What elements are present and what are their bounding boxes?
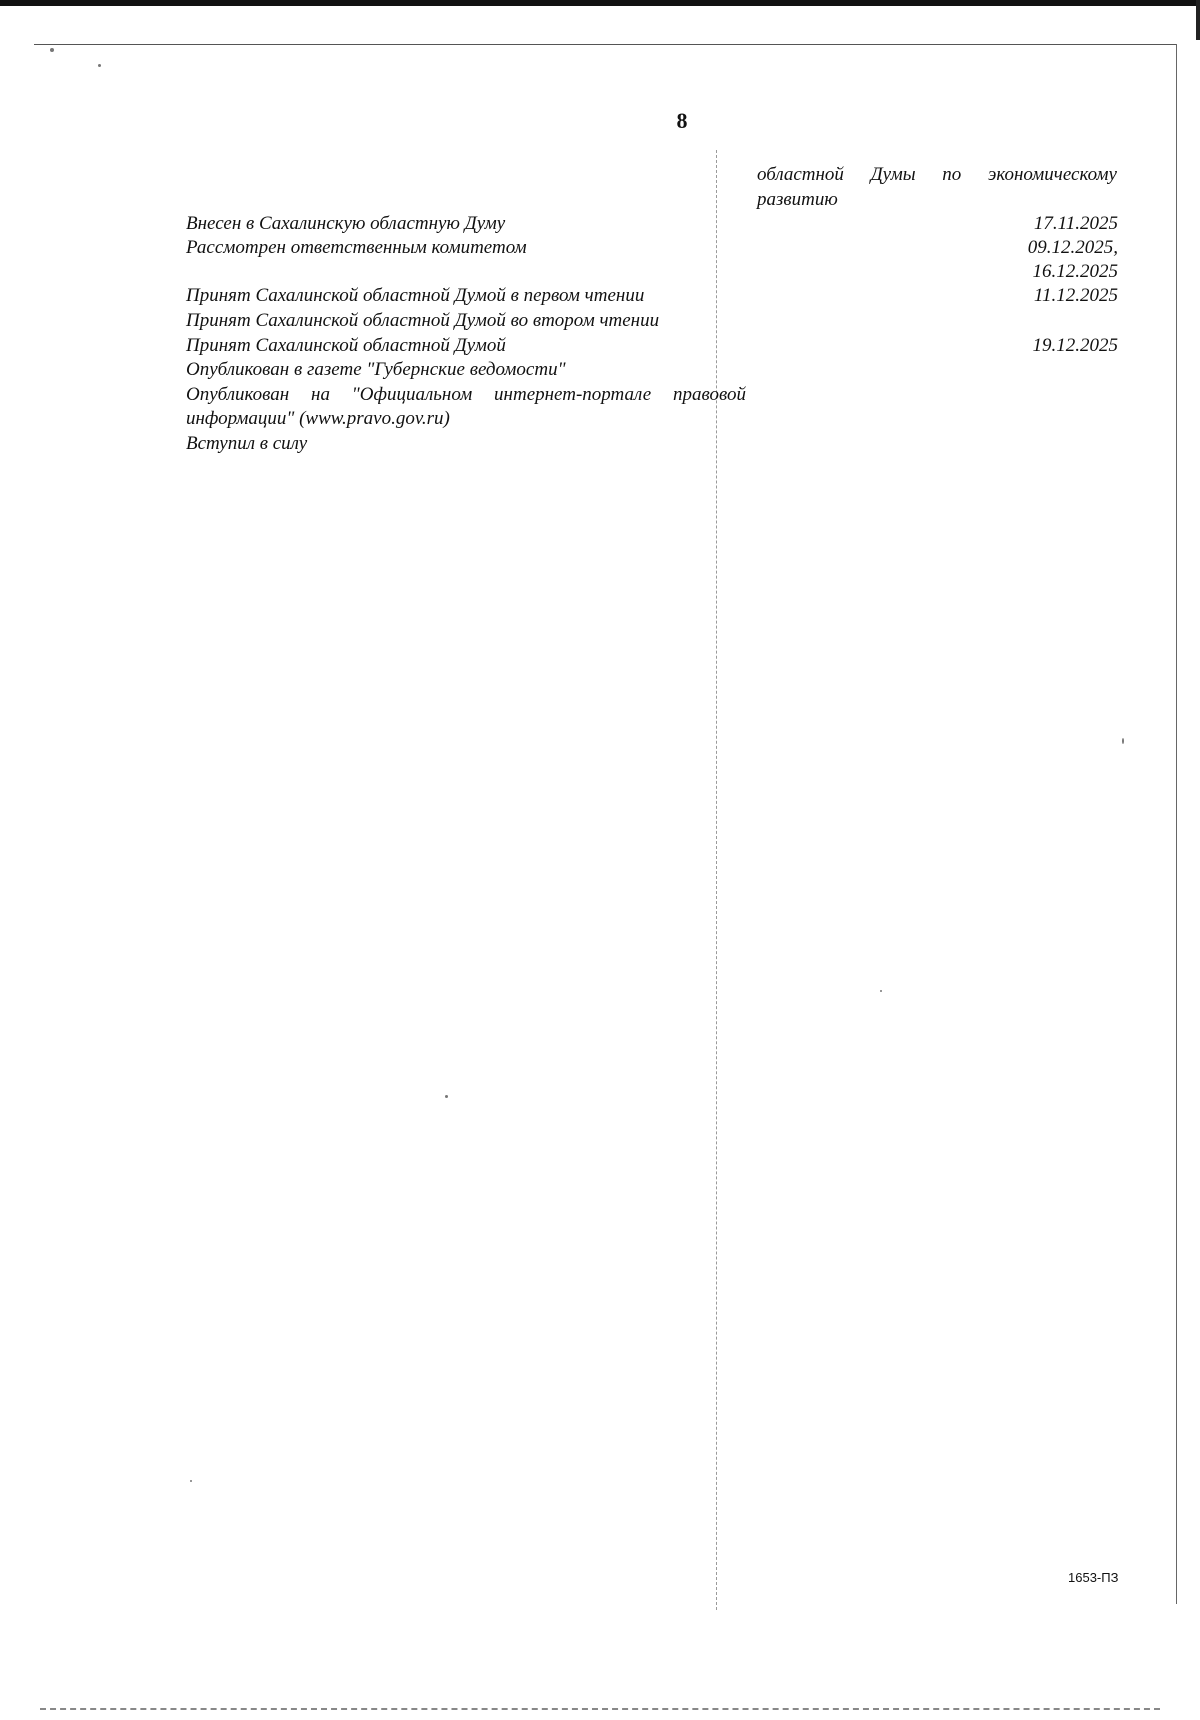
entry-published-portal-label-2: информации" (www.pravo.gov.ru) <box>186 408 450 429</box>
entry-first-reading-date: 11.12.2025 <box>1033 285 1118 306</box>
scan-edge-right <box>1196 0 1200 40</box>
document-code: 1653-ПЗ <box>1068 1570 1119 1585</box>
entry-first-reading-label: Принят Сахалинской областной Думой в первом чтении <box>186 285 645 306</box>
entry-in-force-label: Вступил в силу <box>186 433 308 454</box>
entry-adopted-label: Принят Сахалинской областной Думой <box>186 335 506 356</box>
scan-speck <box>445 1095 448 1098</box>
entry-published-portal-label: Опубликован на "Официальном интернет-портале правовой <box>186 384 746 405</box>
page-border-top <box>34 44 1176 45</box>
page-number: 8 <box>676 108 688 133</box>
page-border-right <box>1176 44 1177 1604</box>
committee-continuation-line1: областной Думы по экономическому <box>757 164 1117 185</box>
scan-speck <box>50 48 54 52</box>
fold-line <box>716 150 717 1610</box>
entry-adopted-date: 19.12.2025 <box>1032 335 1118 356</box>
entry-submitted-date: 17.11.2025 <box>1033 213 1118 234</box>
scan-edge-top <box>0 0 1200 6</box>
entry-second-reading-label: Принят Сахалинской областной Думой во втором чтении <box>186 310 660 331</box>
committee-continuation-line2: развитию <box>757 189 838 210</box>
entry-committee-date-2: 16.12.2025 <box>1032 261 1118 282</box>
scan-bottom-noise <box>40 1708 1160 1710</box>
entry-submitted-label: Внесен в Сахалинскую областную Думу <box>186 213 506 234</box>
scan-speck <box>98 64 101 67</box>
entry-committee-date: 09.12.2025, <box>1027 237 1118 258</box>
scan-speck <box>190 1480 192 1482</box>
scan-speck <box>880 990 882 992</box>
entry-published-newspaper-label: Опубликован в газете "Губернские ведомости" <box>186 359 566 380</box>
scan-speck <box>1122 738 1124 744</box>
entry-committee-label: Рассмотрен ответственным комитетом <box>186 237 527 258</box>
